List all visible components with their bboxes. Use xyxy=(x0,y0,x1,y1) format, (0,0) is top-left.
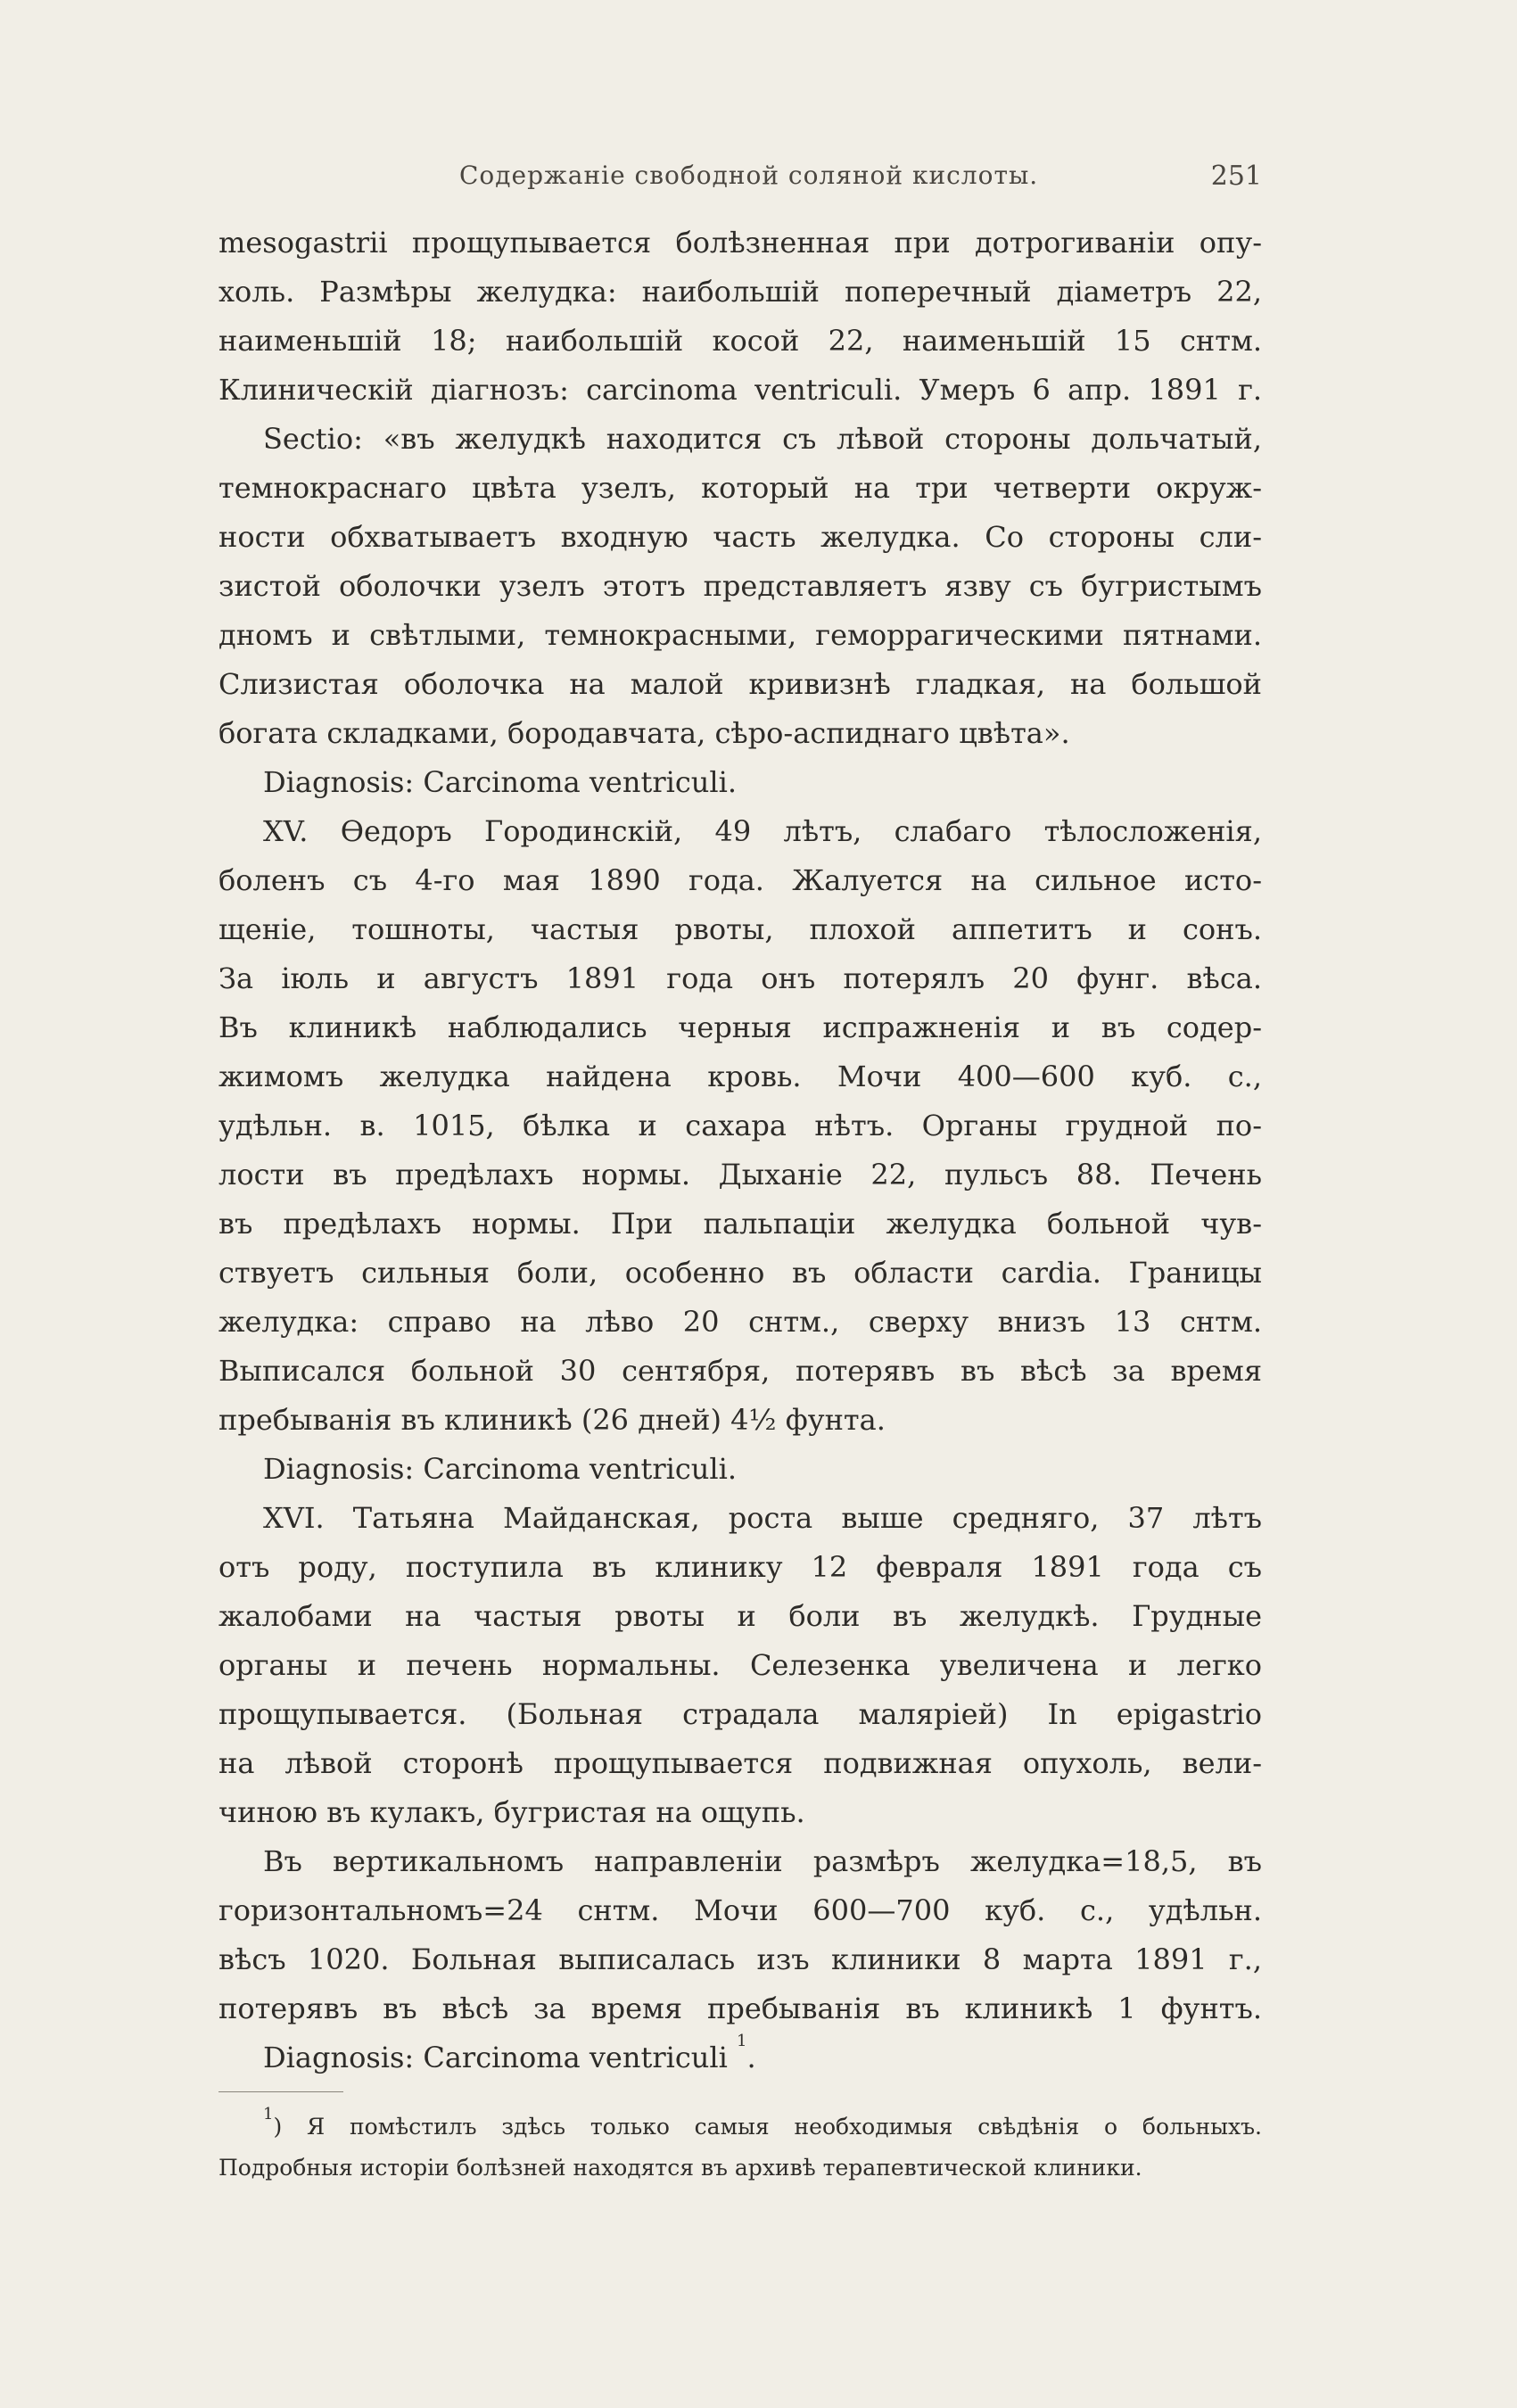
text-line: чиною въ кулакъ, бугристая на ощупь. xyxy=(218,1795,805,1829)
text-line: XVI. Татьяна Майданская, роста выше средняго, 37 лѣтъ xyxy=(263,1501,1262,1535)
text-line: боленъ съ 4-го мая 1890 года. Жалуется на сильное исто- xyxy=(218,863,1262,897)
text-line: Въ вертикальномъ направленіи размѣръ желудка=18,5, въ xyxy=(263,1844,1262,1878)
text-line: Diagnosis: Carcinoma ventriculi. xyxy=(263,765,738,799)
text-line-last xyxy=(218,2033,1262,2082)
text-line: Клиническій діагнозъ: carcinoma ventriculi. Умеръ 6 апр. 1891 г. xyxy=(218,373,1262,407)
text-line: желудка: справо на лѣво 20 снтм., сверху внизъ 13 снтм. xyxy=(218,1305,1262,1339)
diagnosis-text: Diagnosis: Carcinoma ventriculi xyxy=(263,2041,728,2074)
text-line: mesogastrii прощупывается болѣзненная при дотрогиваніи опу- xyxy=(218,226,1262,260)
text-line: Слизистая оболочка на малой кривизнѣ гладкая, на большой xyxy=(218,667,1262,701)
text-line: въ предѣлахъ нормы. При пальпаціи желудка больной чув- xyxy=(218,1207,1262,1241)
running-header xyxy=(218,161,1262,196)
text-line: богата складками, бородавчата, сѣро-аспиднаго цвѣта». xyxy=(218,716,1070,750)
text-line: вѣсъ 1020. Больная выписалась изъ клиники 8 марта 1891 г., xyxy=(218,1942,1262,1976)
text-line: пребыванія въ клиникѣ (26 дней) 4½ фунта. xyxy=(218,1403,886,1437)
text-line: Въ клиникѣ наблюдались черныя испражненія и въ содер- xyxy=(218,1010,1262,1044)
text-line: щеніе, тошноты, частыя рвоты, плохой аппетитъ и сонъ. xyxy=(218,912,1262,946)
text-line: органы и печень нормальны. Селезенка увеличена и легко xyxy=(218,1648,1262,1682)
text-line: За іюль и августъ 1891 года онъ потерялъ 20 фунг. вѣса. xyxy=(218,961,1262,995)
body-text xyxy=(218,219,1262,2189)
text-line: ствуетъ сильныя боли, особенно въ области cardia. Границы xyxy=(218,1256,1262,1290)
footnotes xyxy=(218,2091,1262,2189)
text-line: жимомъ желудка найдена кровь. Мочи 400—600 куб. с., xyxy=(218,1060,1262,1093)
text-line: холь. Размѣры желудка: наибольшій поперечный діаметръ 22, xyxy=(218,275,1262,309)
running-title: Содержаніе свободной соляной кислоты. xyxy=(459,161,1039,190)
text-line: наименьшій 18; наибольшій косой 22, наименьшій 15 снтм. xyxy=(218,324,1262,358)
text-line: Выписался больной 30 сентября, потерявъ въ вѣсѣ за время xyxy=(218,1354,1262,1388)
text-line: отъ роду, поступила въ клинику 12 февраля 1891 года съ xyxy=(218,1550,1262,1584)
text-line: Sectio: «въ желудкѣ находится съ лѣвой стороны дольчатый, xyxy=(263,422,1262,456)
text-line: удѣльн. в. 1015, бѣлка и сахара нѣтъ. Органы грудной по- xyxy=(218,1109,1262,1142)
text-line: ности обхватываетъ входную часть желудка. Со стороны сли- xyxy=(218,520,1262,554)
footnote-reference: 1 xyxy=(737,2033,747,2050)
text-line: на лѣвой сторонѣ прощупывается подвижная опухоль, вели- xyxy=(218,1746,1262,1780)
text-line: жалобами на частыя рвоты и боли въ желудкѣ. Грудные xyxy=(218,1599,1262,1633)
text-line: лости въ предѣлахъ нормы. Дыханіе 22, пульсъ 88. Печень xyxy=(218,1158,1262,1192)
text-line: прощупывается. (Больная страдала маляріей) In epigastrio xyxy=(218,1697,1262,1731)
footnote-line: Подробныя исторіи болѣзней находятся въ архивѣ терапевтической клиники. xyxy=(218,2155,1142,2181)
footnote-line xyxy=(218,2107,1262,2148)
page-number: 251 xyxy=(1210,161,1262,192)
text-line: зистой оболочки узелъ этотъ представляетъ язву съ бугристымъ xyxy=(218,569,1262,603)
text-line: Diagnosis: Carcinoma ventriculi. xyxy=(263,1452,738,1486)
footnote-text: ) Я помѣстилъ здѣсь только самыя необходимыя свѣдѣнія о больныхъ. xyxy=(273,2114,1262,2140)
footnote-divider xyxy=(218,2091,343,2092)
text-line: дномъ и свѣтлыми, темнокрасными, геморрагическими пятнами. xyxy=(218,618,1262,652)
text-line: потерявъ въ вѣсѣ за время пребыванія въ клиникѣ 1 фунтъ. xyxy=(218,1992,1262,2025)
footnote-reference-close: . xyxy=(746,2041,756,2074)
footnote-marker: 1 xyxy=(263,2107,274,2123)
text-line: XV. Ѳедоръ Городинскій, 49 лѣтъ, слабаго тѣлосложенія, xyxy=(263,814,1262,848)
text-line: горизонтальномъ=24 снтм. Мочи 600—700 куб. с., удѣльн. xyxy=(218,1893,1262,1927)
text-line: темнокраснаго цвѣта узелъ, который на три четверти окруж- xyxy=(218,471,1262,505)
